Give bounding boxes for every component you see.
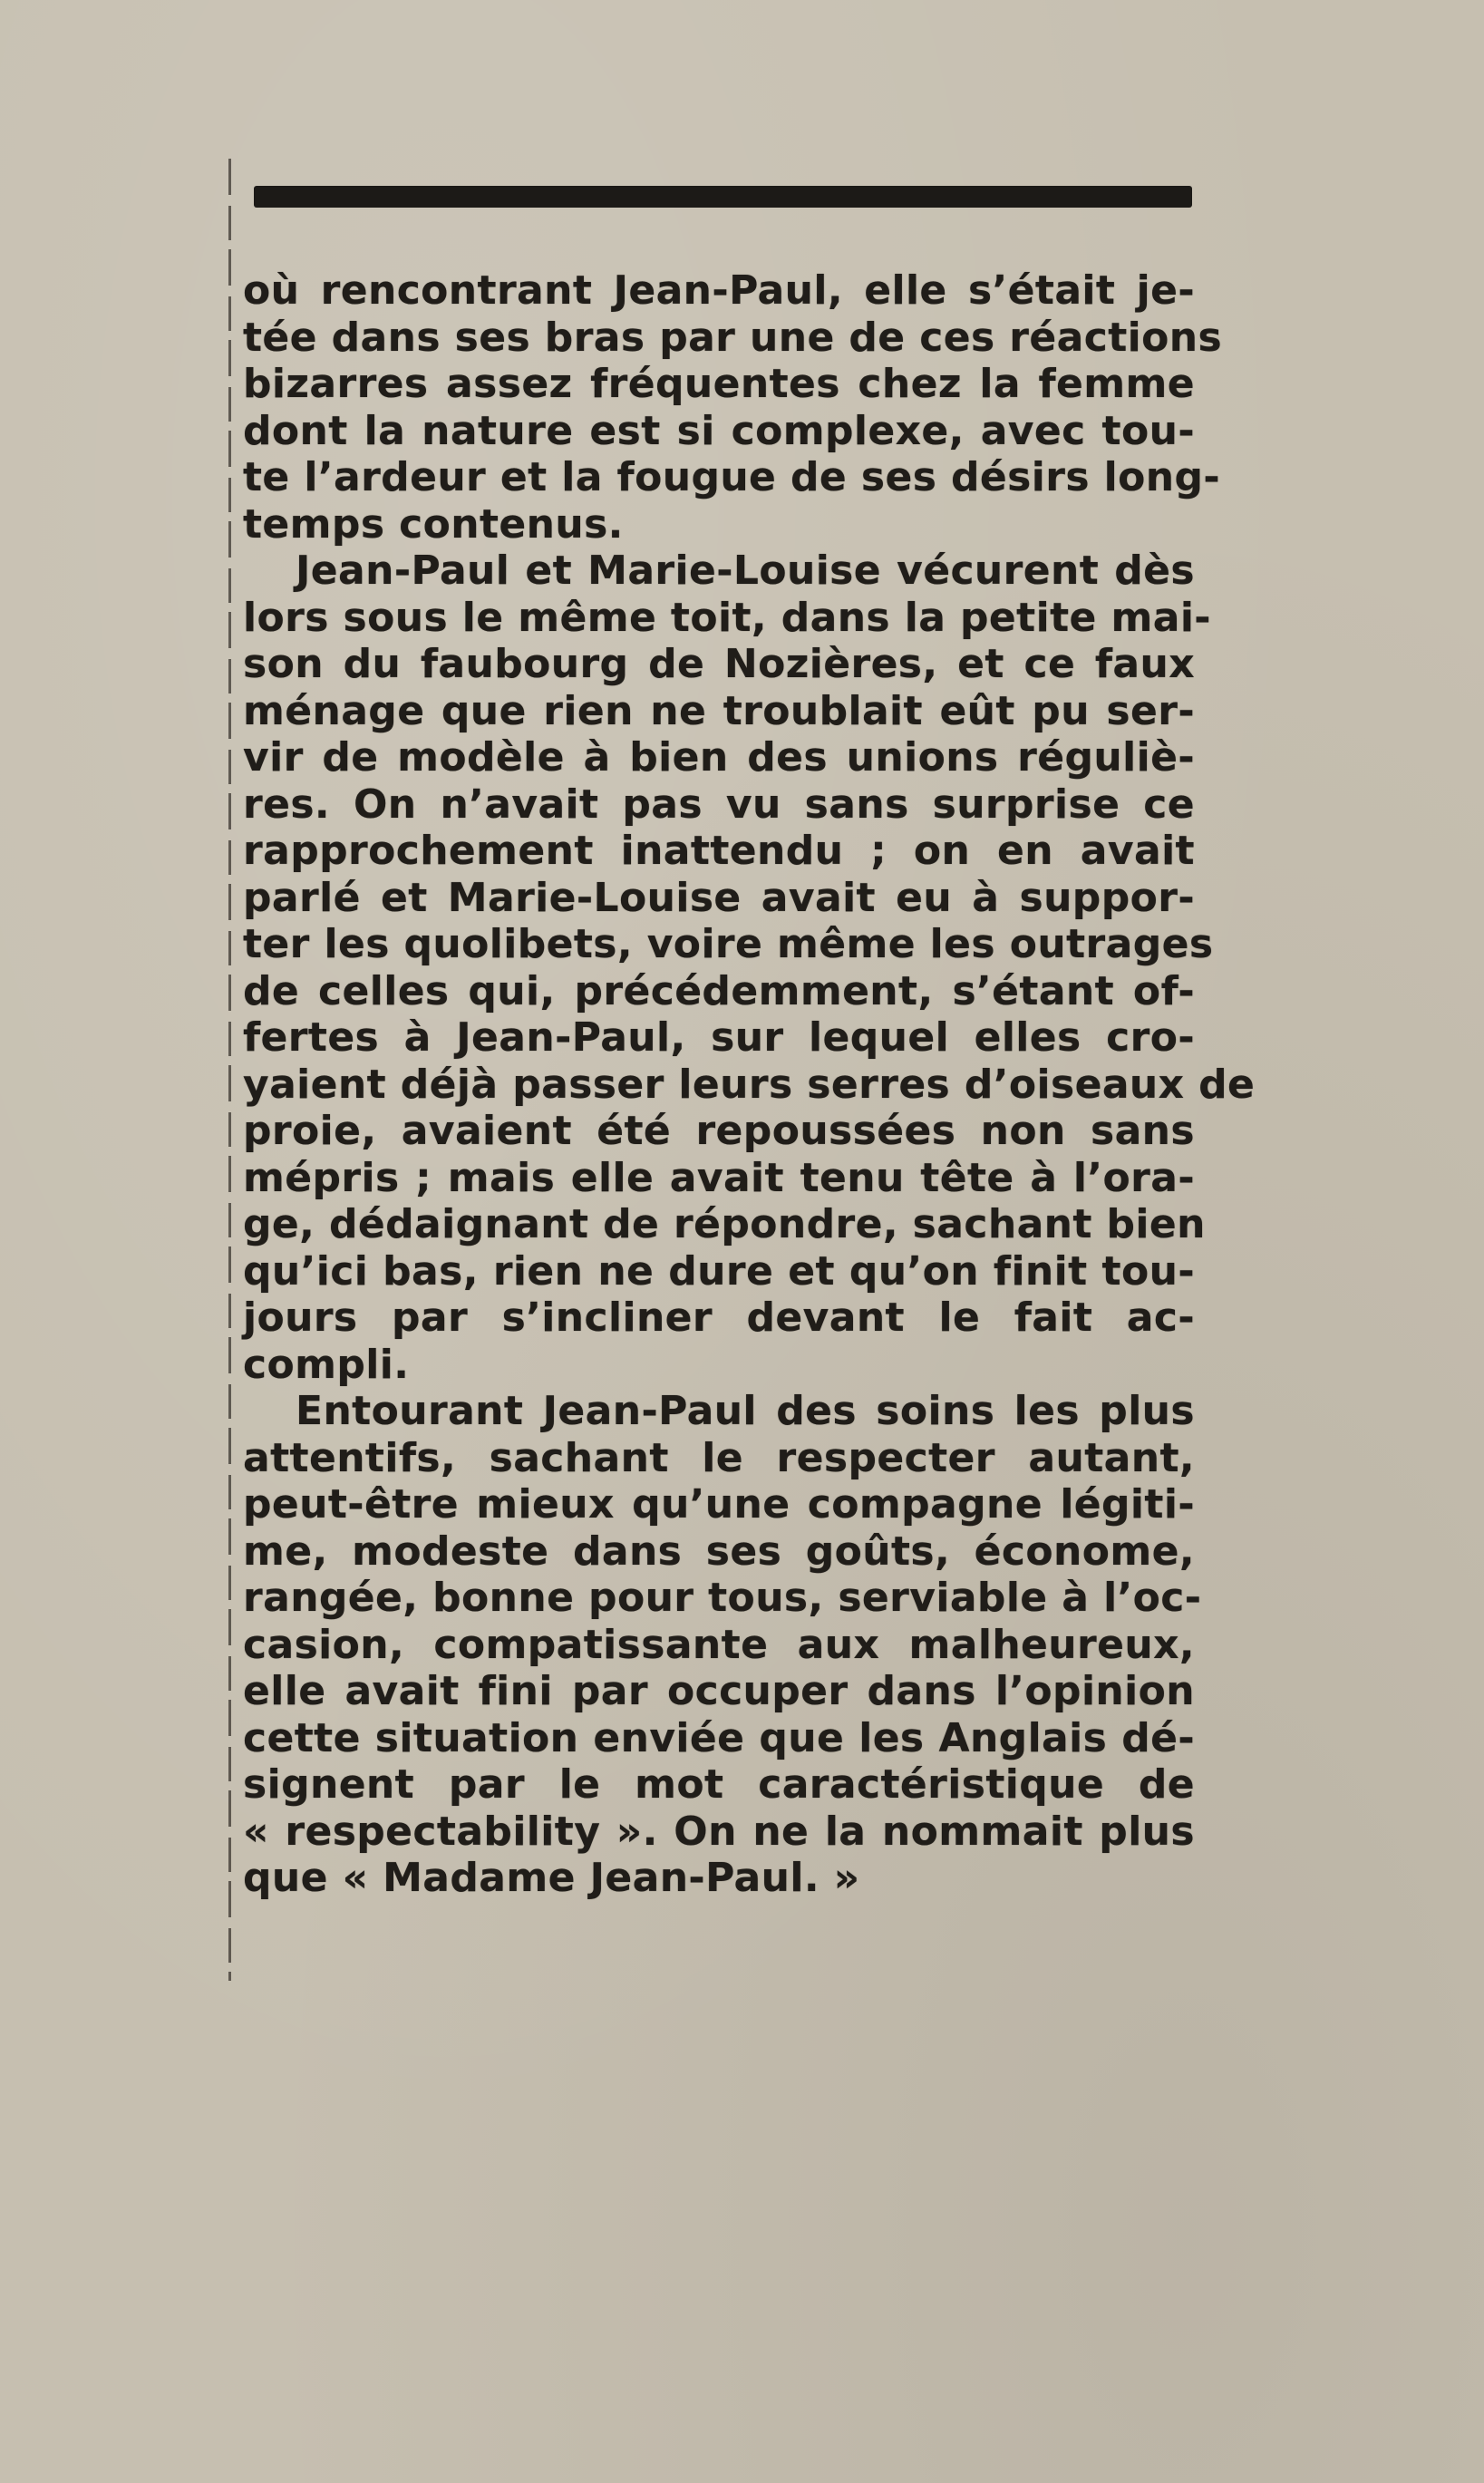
newspaper-clipping [227,159,1256,2017]
text-line: « respectability ». On ne la nommait plus [243,1808,1195,1855]
text-line: peut-être mieux qu’une compagne légiti- [243,1481,1195,1528]
text-line: son du faubourg de Nozières, et ce faux [243,641,1195,687]
text-line: signent par le mot caractéristique de [243,1761,1195,1808]
text-line: temps contenus. [243,500,624,548]
text-line: compli. [243,1341,410,1388]
text-line: cette situation enviée que les Anglais dé- [243,1714,1195,1761]
text-line: res. On n’avait pas vu sans surprise ce [243,781,1195,828]
top-rule [254,186,1192,208]
text-line: ge, dédaignant de répondre, sachant bien [243,1201,1206,1247]
text-line: de celles qui, précédemment, s’étant of- [243,967,1195,1014]
text-line: proie, avaient été repoussées non sans [243,1108,1195,1154]
text-line: me, modeste dans ses goûts, économe, [243,1528,1195,1575]
text-line: rangée, bonne pour tous, serviable à l’oc- [243,1575,1202,1621]
text-line: attentifs, sachant le respecter autant, [243,1434,1195,1481]
text-line: yaient déjà passer leurs serres d’oiseaux de [243,1061,1256,1108]
paragraph-start: Jean-Paul et Marie-Louise vécurent dès [296,548,1195,594]
text-line: où rencontrant Jean-Paul, elle s’était je- [243,267,1195,314]
text-line: rapprochement inattendu ; on en avait [243,828,1195,874]
text-line: te l’ardeur et la fougue de ses désirs long- [243,454,1221,500]
text-line: que « Madame Jean-Paul. » [243,1855,860,1901]
text-line: dont la nature est si complexe, avec tou- [243,407,1195,454]
text-line: jours par s’incliner devant le fait ac- [243,1295,1195,1341]
text-line: mépris ; mais elle avait tenu tête à l’ora- [243,1154,1195,1201]
text-line: ménage que rien ne troublait eût pu ser- [243,687,1195,734]
text-line: qu’ici bas, rien ne dure et qu’on finit tou- [243,1247,1195,1295]
text-line: bizarres assez fréquentes chez la femme [243,361,1195,407]
text-line: elle avait fini par occuper dans l’opinion [243,1668,1195,1714]
paragraph-start: Entourant Jean-Paul des soins les plus [296,1388,1195,1434]
text-line: vir de modèle à bien des unions réguliè- [243,734,1195,781]
text-line: casion, compatissante aux malheureux, [243,1621,1195,1668]
text-line: tée dans ses bras par une de ces réactions [243,314,1223,361]
text-line: ter les quolibets, voire même les outrages [243,921,1214,967]
text-line: fertes à Jean-Paul, sur lequel elles cro- [243,1014,1195,1061]
text-line: parlé et Marie-Louise avait eu à suppor- [243,874,1195,921]
text-line: lors sous le même toit, dans la petite mai- [243,594,1211,641]
clipping-left-edge [228,159,231,1981]
article-text [243,267,1256,1902]
